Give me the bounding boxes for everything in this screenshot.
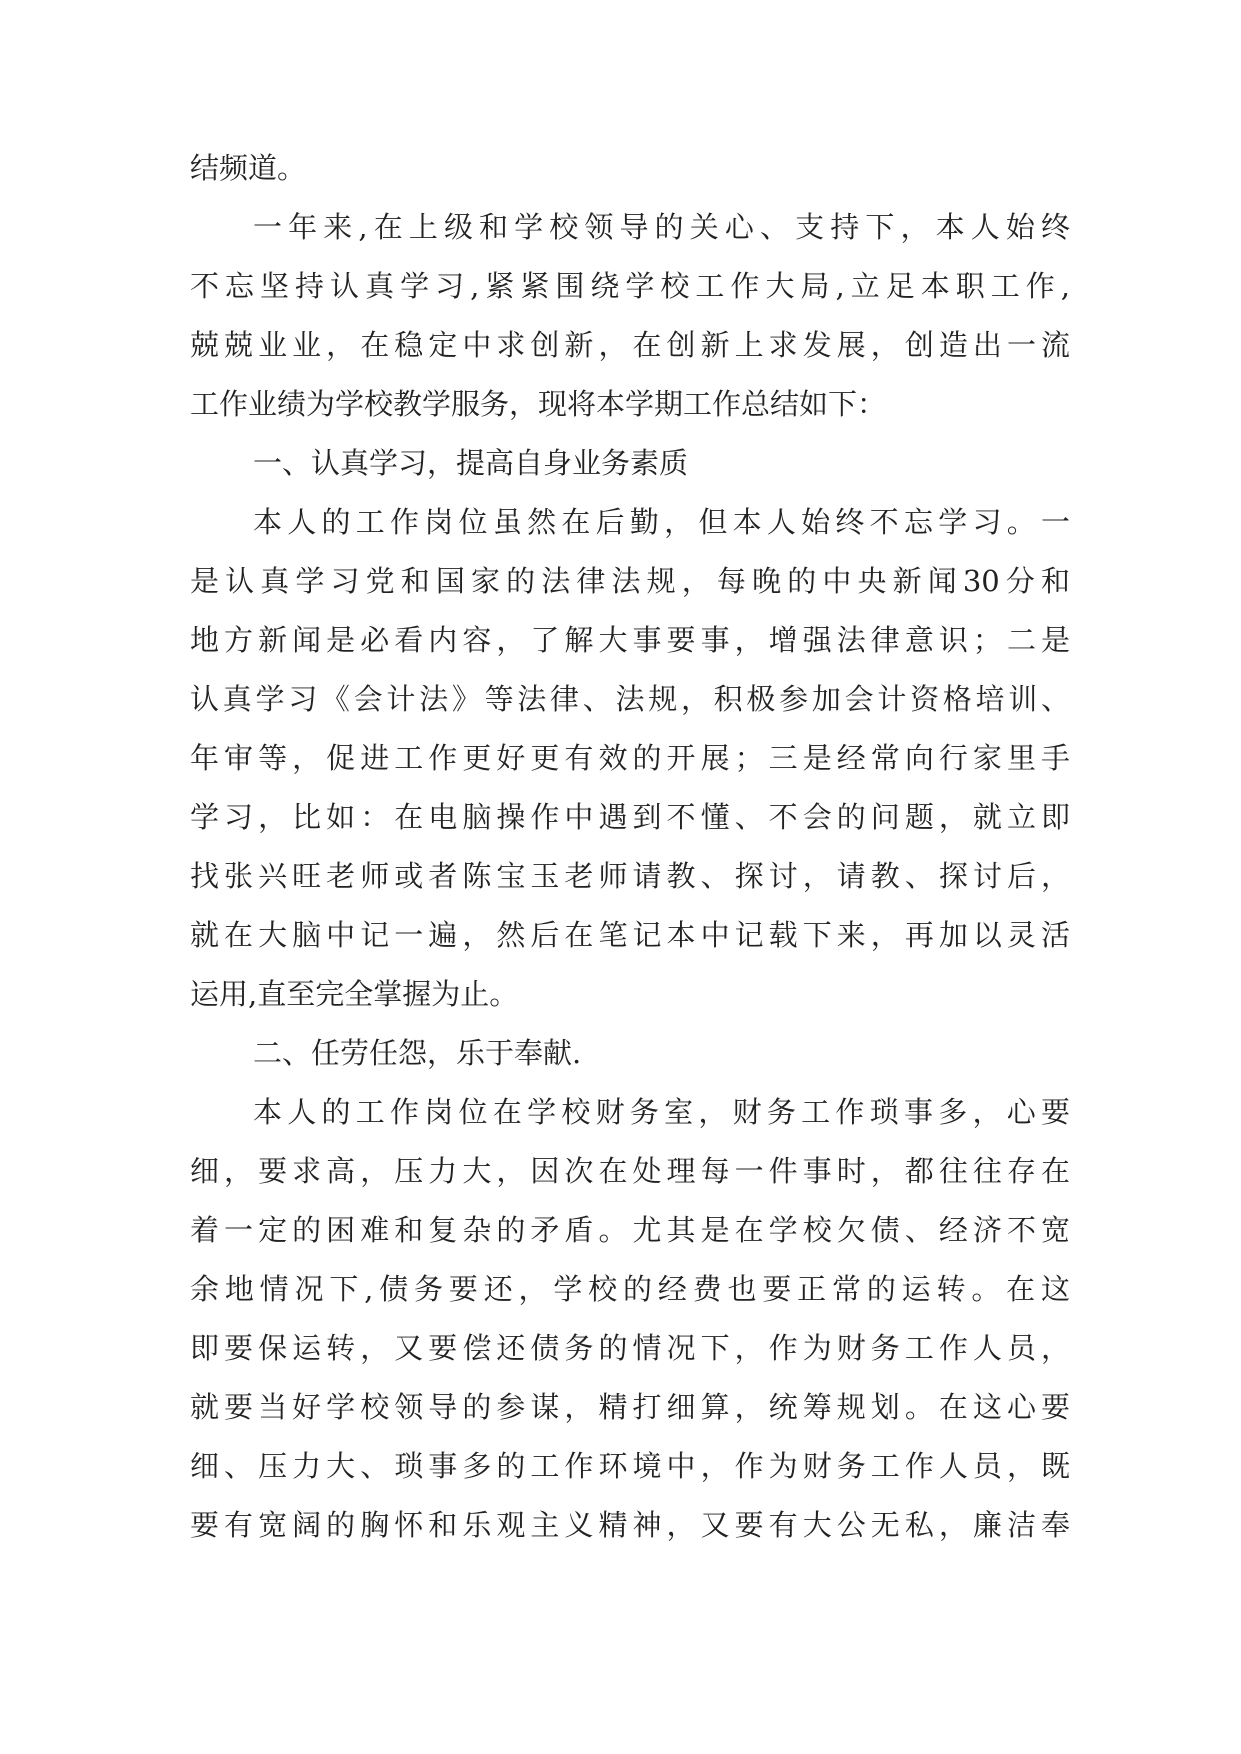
section-heading: 二、任劳任怨，乐于奉献. <box>253 1036 582 1070</box>
section-heading: 一、认真学习，提高自身业务素质 <box>253 446 689 480</box>
text-line: 就要当好学校领导的参谋，精打细算，统筹规划。在这心要 <box>190 1390 1070 1424</box>
text-line: 本人的工作岗位在学校财务室，财务工作琐事多，心要 <box>253 1095 1070 1129</box>
text-line: 一年来,在上级和学校领导的关心、支持下，本人始终 <box>253 210 1070 244</box>
text-line: 着一定的困难和复杂的矛盾。尤其是在学校欠债、经济不宽 <box>190 1213 1070 1247</box>
text-line: 细、压力大、琐事多的工作环境中，作为财务工作人员，既 <box>190 1449 1070 1483</box>
text-line: 细，要求高，压力大，因次在处理每一件事时，都往往存在 <box>190 1154 1070 1188</box>
text-line: 找张兴旺老师或者陈宝玉老师请教、探讨，请教、探讨后， <box>190 859 1070 893</box>
text-line: 年审等，促进工作更好更有效的开展；三是经常向行家里手 <box>190 741 1070 775</box>
text-line: 就在大脑中记一遍，然后在笔记本中记载下来，再加以灵活 <box>190 918 1070 952</box>
text-line: 即要保运转，又要偿还债务的情况下，作为财务工作人员， <box>190 1331 1070 1365</box>
text-line: 要有宽阔的胸怀和乐观主义精神，又要有大公无私，廉洁奉 <box>190 1508 1070 1542</box>
text-line: 工作业绩为学校教学服务，现将本学期工作总结如下： <box>190 387 887 421</box>
text-line: 运用,直至完全掌握为止。 <box>190 977 519 1011</box>
text-line: 本人的工作岗位虽然在后勤，但本人始终不忘学习。一 <box>253 505 1070 539</box>
text-line: 余地情况下,债务要还，学校的经费也要正常的运转。在这 <box>190 1272 1070 1306</box>
text-line: 地方新闻是必看内容，了解大事要事，增强法律意识；二是 <box>190 623 1070 657</box>
text-line: 学习，比如：在电脑操作中遇到不懂、不会的问题，就立即 <box>190 800 1070 834</box>
text-line: 兢兢业业，在稳定中求创新，在创新上求发展，创造出一流 <box>190 328 1070 362</box>
text-line: 结频道。 <box>190 151 307 185</box>
text-line: 认真学习《会计法》等法律、法规，积极参加会计资格培训、 <box>190 682 1070 716</box>
text-line: 是认真学习党和国家的法律法规，每晚的中央新闻30分和 <box>190 564 1070 598</box>
text-line: 不忘坚持认真学习,紧紧围绕学校工作大局,立足本职工作, <box>190 269 1070 303</box>
